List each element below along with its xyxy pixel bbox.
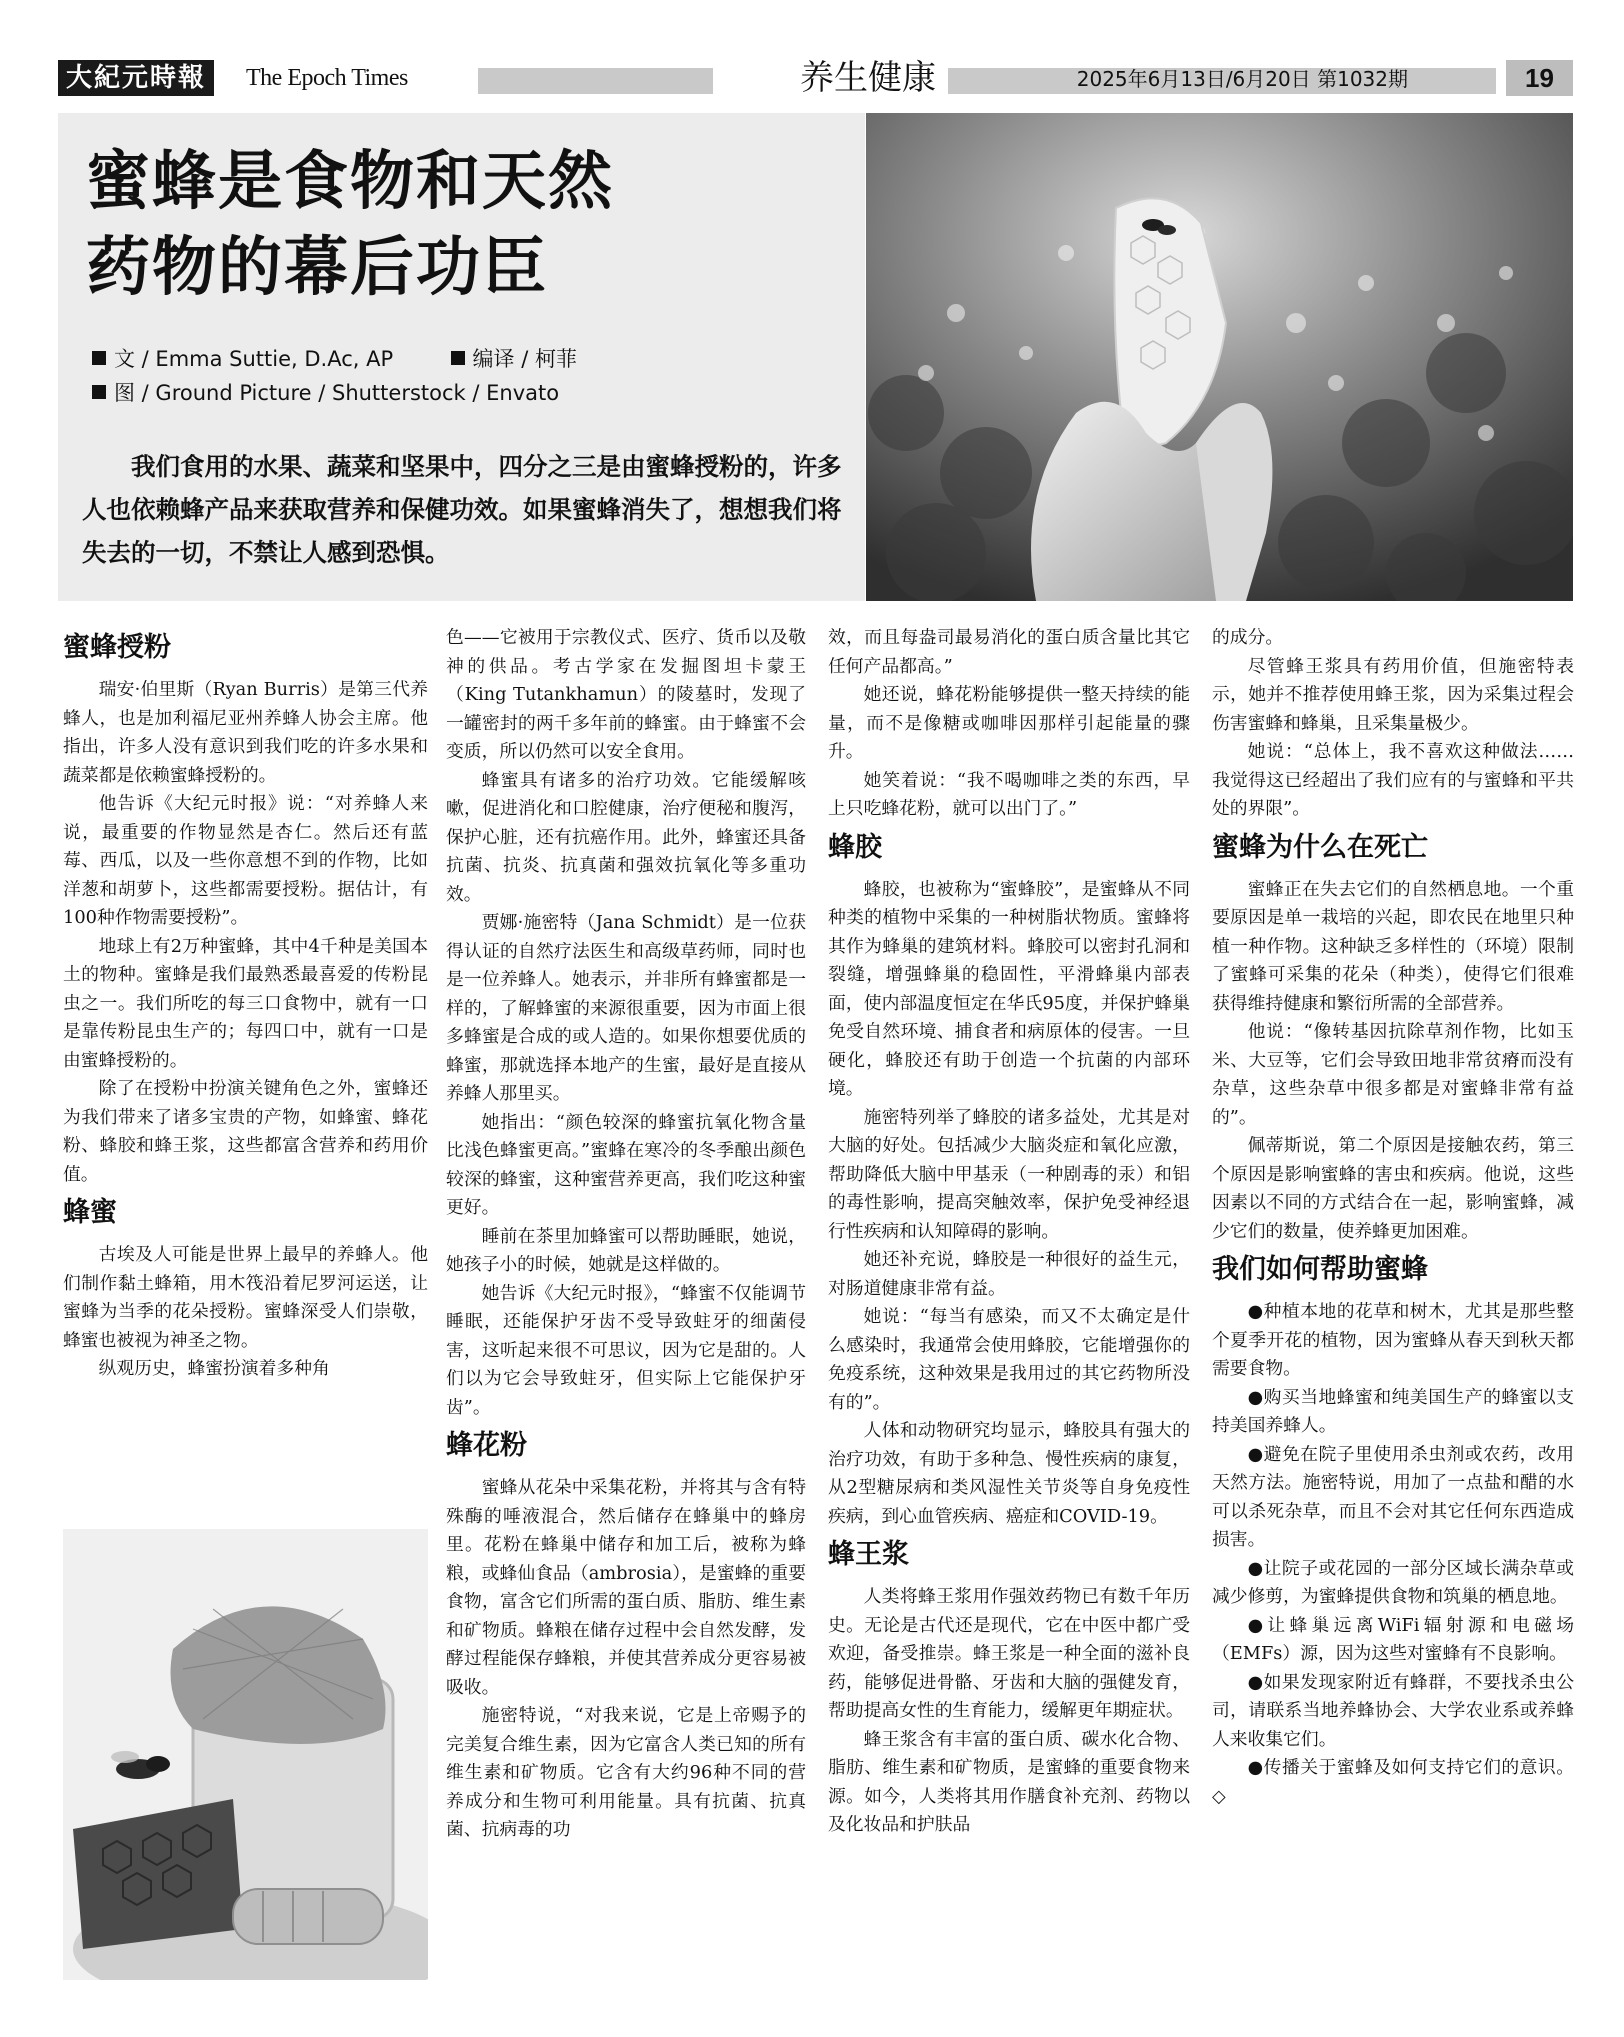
byline-photo: 图 / Ground Picture / Shutterstock / Envato xyxy=(114,381,560,405)
heading-how-to-help: 我们如何帮助蜜蜂 xyxy=(1212,1254,1428,1285)
paragraph: 人类将蜂王浆用作强效药物已有数千年历史。无论是古代还是现代，它在中医中都广受欢迎，备受推崇。蜂王浆是一种全面的滋补良药，能够促进骨骼、牙齿和大脑的强健发育，帮助提高女性的生育能力，缓解更年期症状。 xyxy=(828,1586,1190,1721)
paragraph: 她指出：“颜色较深的蜂蜜抗氧化物含量比浅色蜂蜜更高。”蜜蜂在寒冷的冬季酿出颜色较深的蜂蜜，这种蜜营养更高，我们吃这种蜜更好。 xyxy=(446,1111,806,1218)
paragraph: 色——它被用于宗教仪式、医疗、货币以及敬神的供品。考古学家在发掘图坦卡蒙王（King Tutankhamun）的陵墓时，发现了一罐密封的两千多年前的蜂蜜。由于蜂蜜不会变质，所以仍然可以安全食用。 xyxy=(446,627,806,762)
paragraph: 佩蒂斯说，第二个原因是接触农药，第三个原因是影响蜜蜂的害虫和疾病。他说，这些因素以不同的方式结合在一起，影响蜜蜂，减少它们的数量，使养蜂更加困难。 xyxy=(1212,1135,1574,1242)
square-bullet-icon xyxy=(92,385,106,399)
honeycomb-photo xyxy=(866,113,1573,601)
section-title: 养生健康 xyxy=(800,58,936,98)
title-line-1: 蜜蜂是食物和天然 xyxy=(86,145,614,219)
paragraph: 她说：“总体上，我不喜欢这种做法……我觉得这已经超出了我们应有的与蜜蜂和平共处的界限”。 xyxy=(1212,741,1574,819)
paragraph: 蜂胶，也被称为“蜜蜂胶”，是蜜蜂从不同种类的植物中采集的一种树脂状物质。蜜蜂将其作为蜂巢的建筑材料。蜂胶可以密封孔洞和裂缝，增强蜂巢的稳固性，平滑蜂巢内部表面，使内部温度恒定在华氏95度，并保护蜂巢免受自然环境、捕食者和病原体的侵害。一旦硬化，蜂胶还有助于创造一个抗菌的内部环境。 xyxy=(828,878,1190,1099)
heading-why-bees-dying: 蜜蜂为什么在死亡 xyxy=(1212,831,1428,863)
bullet-item: ●购买当地蜂蜜和纯美国生产的蜂蜜以支持美国养蜂人。 xyxy=(1212,1386,1574,1436)
heading-honey: 蜂蜜 xyxy=(63,1197,117,1228)
column-2 xyxy=(446,624,806,1845)
paragraph: 蜜蜂正在失去它们的自然栖息地。一个重要原因是单一栽培的兴起，即农民在地里只种植一种作物。这种缺乏多样性的（环境）限制了蜜蜂可采集的花朵（种类），使得它们很难获得维持健康和繁衍所需的全部营养。 xyxy=(1212,878,1574,1014)
page-header xyxy=(58,58,1573,98)
column-1 xyxy=(63,624,428,1384)
heading-royal-jelly: 蜂王浆 xyxy=(828,1539,909,1570)
paragraph: 人体和动物研究均显示，蜂胶具有强大的治疗功效，有助于多种急、慢性疾病的康复，从2型糖尿病和类风湿性关节炎等自身免疫性疾病，到心血管疾病、癌症和COVID-19。 xyxy=(828,1420,1190,1527)
header-rule-left xyxy=(478,68,713,94)
column-3 xyxy=(828,624,1190,1840)
honey-jar-photo xyxy=(63,1529,428,1980)
paragraph: 她还补充说，蜂胶是一种很好的益生元，对肠道健康非常有益。 xyxy=(828,1249,1190,1299)
paragraph: 贾娜·施密特（Jana Schmidt）是一位获得认证的自然疗法医生和高级草药师，同时也是一位养蜂人。她表示，并非所有蜂蜜都是一样的，了解蜂蜜的来源很重要，因为市面上很多蜂蜜是合成的或人造的。如果你想要优质的蜂蜜，那就选择本地产的生蜜，最好是直接从养蜂人那里买。 xyxy=(446,912,806,1104)
paragraph: 施密特说，“对我来说，它是上帝赐予的完美复合维生素，因为它富含人类已知的所有维生素和矿物质。它含有大约96种不同的营养成分和生物可利用能量。具有抗菌、抗真菌、抗病毒的功 xyxy=(446,1705,806,1840)
masthead-chinese: 大紀元時報 xyxy=(58,60,214,96)
masthead-english: The Epoch Times xyxy=(246,65,408,91)
paragraph: 古埃及人可能是世界上最早的养蜂人。他们制作黏土蜂箱，用木筏沿着尼罗河运送，让蜜蜂为当季的花朵授粉。蜜蜂深受人们崇敬，蜂蜜也被视为神圣之物。 xyxy=(63,1244,428,1351)
issue-date: 2025年6月13日/6月20日 第1032期 xyxy=(1076,67,1408,91)
paragraph: 睡前在茶里加蜂蜜可以帮助睡眠，她说，她孩子小的时候，她就是这样做的。 xyxy=(446,1225,806,1275)
title-line-2: 药物的幕后功臣 xyxy=(86,231,548,305)
square-bullet-icon xyxy=(451,351,465,365)
paragraph: 纵观历史，蜂蜜扮演着多种角 xyxy=(98,1358,330,1379)
byline-author-row xyxy=(92,343,577,373)
heading-propolis: 蜂胶 xyxy=(828,831,882,863)
article-title xyxy=(86,139,846,311)
bullet-item: ●如果发现家附近有蜂群，不要找杀虫公司，请联系当地养蜂协会、大学农业系或养蜂人来收集它们。 xyxy=(1212,1671,1574,1750)
bullet-item: ●传播关于蜜蜂及如何支持它们的意识。◇ xyxy=(1212,1757,1574,1807)
column-4 xyxy=(1212,624,1574,1811)
paragraph: 尽管蜂王浆具有药用价值，但施密特表示，她并不推荐使用蜂王浆，因为采集过程会伤害蜜蜂和蜂巢，且采集量极少。 xyxy=(1212,655,1574,734)
bullet-item: ●避免在院子里使用杀虫剂或农药，改用天然方法。施密特说，用加了一点盐和醋的水可以杀死杂草，而且不会对其它任何东西造成损害。 xyxy=(1212,1443,1574,1550)
paragraph: 地球上有2万种蜜蜂，其中4千种是美国本土的物种。蜜蜂是我们最熟悉最喜爱的传粉昆虫之一。我们所吃的每三口食物中，就有一口是靠传粉昆虫生产的；每四口中，就有一口是由蜜蜂授粉的。 xyxy=(63,935,428,1071)
paragraph: 蜂王浆含有丰富的蛋白质、碳水化合物、脂肪、维生素和矿物质，是蜜蜂的重要食物来源。如今，人类将其用作膳食补充剂、药物以及化妆品和护肤品 xyxy=(828,1728,1190,1835)
paragraph: 她还说，蜂花粉能够提供一整天持续的能量，而不是像糖或咖啡因那样引起能量的骤升。 xyxy=(828,684,1190,762)
paragraph: 他告诉《大纪元时报》说：“对养蜂人来说，最重要的作物显然是杏仁。然后还有蓝莓、西瓜，以及一些你意想不到的作物，比如洋葱和胡萝卜，这些都需要授粉。据估计，有100种作物需要授粉”。 xyxy=(63,793,428,928)
byline-author: 文 / Emma Suttie, D.Ac, AP xyxy=(114,347,394,371)
bullet-item: ●种植本地的花草和树木，尤其是那些整个夏季开花的植物，因为蜜蜂从春天到秋天都需要食物。 xyxy=(1212,1301,1574,1379)
article-lede: 我们食用的水果、蔬菜和坚果中，四分之三是由蜜蜂授粉的，许多人也依赖蜂产品来获取营养和保健功效。如果蜜蜂消失了，想想我们将失去的一切，不禁让人感到恐惧。 xyxy=(82,452,842,567)
title-panel xyxy=(58,113,865,601)
bullet-item: ●让院子或花园的一部分区域长满杂草或减少修剪，为蜜蜂提供食物和筑巢的栖息地。 xyxy=(1212,1557,1574,1607)
paragraph: 效，而且每盎司最易消化的蛋白质含量比其它任何产品都高。” xyxy=(828,627,1190,677)
paragraph: 瑞安·伯里斯（Ryan Burris）是第三代养蜂人，也是加利福尼亚州养蜂人协会主席。他指出，许多人没有意识到我们吃的许多水果和蔬菜都是依赖蜜蜂授粉的。 xyxy=(63,679,428,786)
heading-pollination: 蜜蜂授粉 xyxy=(63,632,171,663)
paragraph: 的成分。 xyxy=(1212,627,1284,648)
square-bullet-icon xyxy=(92,351,106,365)
page-number: 19 xyxy=(1506,60,1573,96)
paragraph: 除了在授粉中扮演关键角色之外，蜜蜂还为我们带来了诸多宝贵的产物，如蜂蜜、蜂花粉、蜂胶和蜂王浆，这些都富含营养和药用价值。 xyxy=(63,1078,428,1185)
paragraph: 她笑着说：“我不喝咖啡之类的东西，早上只吃蜂花粉，就可以出门了。” xyxy=(828,769,1190,819)
paragraph: 他说：“像转基因抗除草剂作物，比如玉米、大豆等，它们会导致田地非常贫瘠而没有杂草，这些杂草中很多都是对蜜蜂非常有益的”。 xyxy=(1212,1021,1574,1128)
paragraph: 蜜蜂从花朵中采集花粉，并将其与含有特殊酶的唾液混合，然后储存在蜂巢中的蜂房里。花粉在蜂巢中储存和加工后，被称为蜂粮，或蜂仙食品（ambrosia），是蜜蜂的重要食物，富含它们所需的蛋白质、脂肪、维生素和矿物质。蜂粮在储存过程中会自然发酵，发酵过程能保存蜂粮，并使其营养成分更容易被吸收。 xyxy=(446,1477,806,1698)
byline-translator: 编译 / 柯菲 xyxy=(472,347,577,371)
paragraph: 蜂蜜具有诸多的治疗功效。它能缓解咳嗽，促进消化和口腔健康，治疗便秘和腹泻，保护心脏，还有抗癌作用。此外，蜂蜜还具备抗菌、抗炎、抗真菌和强效抗氧化等多重功效。 xyxy=(446,769,806,905)
bullet-item: ●让蜂巢远离WiFi辐射源和电磁场（EMFs）源，因为这些对蜜蜂有不良影响。 xyxy=(1212,1614,1574,1664)
byline-photo-row xyxy=(92,377,559,407)
heading-bee-pollen: 蜂花粉 xyxy=(446,1430,527,1461)
paragraph: 施密特列举了蜂胶的诸多益处，尤其是对大脑的好处。包括减少大脑炎症和氧化应激，帮助降低大脑中甲基汞（一种剧毒的汞）和铝的毒性影响，提高突触效率，保护免受神经退行性疾病和认知障碍的影响。 xyxy=(828,1106,1190,1242)
paragraph: 她告诉《大纪元时报》，“蜂蜜不仅能调节睡眠，还能保护牙齿不受导致蛀牙的细菌侵害，这听起来很不可思议，因为它是甜的。人们以为它会导致蛀牙，但实际上它能保护牙齿”。 xyxy=(446,1282,806,1418)
paragraph: 她说：“每当有感染，而又不太确定是什么感染时，我通常会使用蜂胶，它能增强你的免疫系统，这种效果是我用过的其它药物所没有的”。 xyxy=(828,1306,1190,1413)
